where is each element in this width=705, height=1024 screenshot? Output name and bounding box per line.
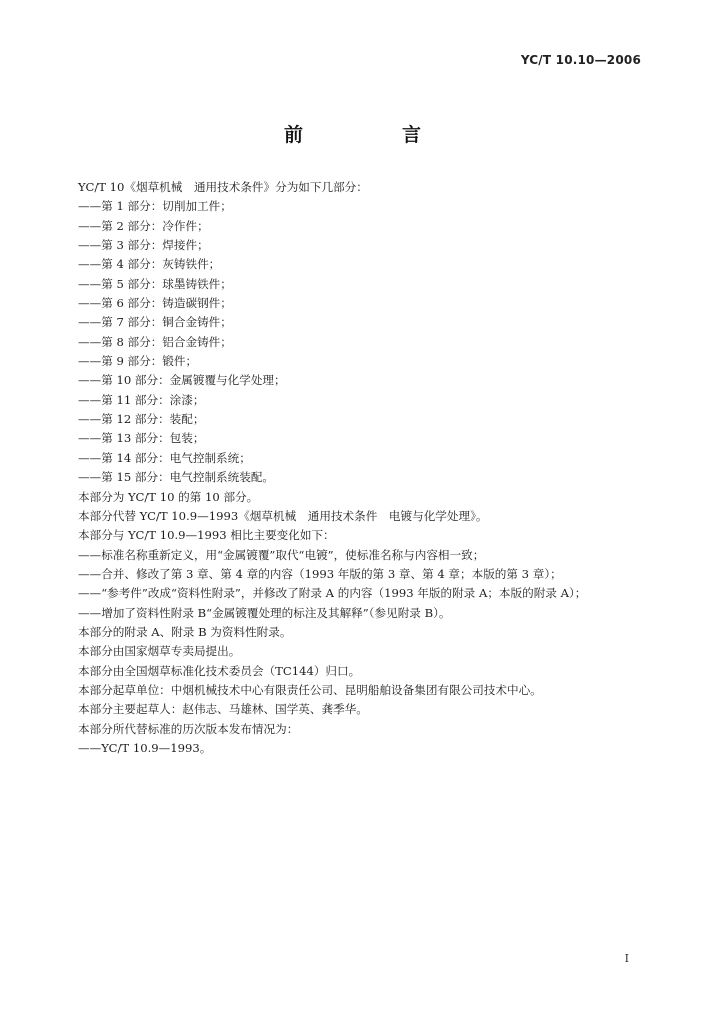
paragraph-line: 本部分由国家烟草专卖局提出。 bbox=[78, 644, 241, 659]
part-list-item: ——第 2 部分：冷作件； bbox=[78, 218, 209, 233]
change-list-item: ——增加了资料性附录 B“金属镀覆处理的标注及其解释”（参见附录 B）。 bbox=[78, 605, 451, 620]
intro-line: YC/T 10《烟草机械 通用技术条件》分为如下几部分： bbox=[78, 180, 368, 194]
history-list-item: ——YC/T 10.9—1993。 bbox=[78, 740, 212, 755]
part-list-item: ——第 7 部分：铜合金铸件； bbox=[78, 315, 232, 330]
foreword-body bbox=[78, 178, 658, 758]
change-list-item: ——“参考件”改成“资料性附录”，并修改了附录 A 的内容（1993 年版的附录 A；本版的附录 A）； bbox=[78, 586, 587, 601]
paragraph-line: 本部分与 YC/T 10.9—1993 相比主要变化如下： bbox=[78, 528, 335, 543]
part-list-item: ——第 11 部分：涂漆； bbox=[78, 392, 205, 407]
part-list-item: ——第 3 部分：焊接件； bbox=[78, 238, 209, 253]
paragraph-line: 本部分起草单位：中烟机械技术中心有限责任公司、昆明船舶设备集团有限公司技术中心。 bbox=[78, 682, 542, 697]
paragraph-line: 本部分由全国烟草标准化技术委员会（TC144）归口。 bbox=[78, 663, 361, 678]
part-list-item: ——第 6 部分：铸造碳钢件； bbox=[78, 296, 232, 311]
part-list-item: ——第 10 部分：金属镀覆与化学处理； bbox=[78, 373, 286, 388]
paragraph-line: 本部分为 YC/T 10 的第 10 部分。 bbox=[78, 489, 259, 504]
part-list-item: ——第 4 部分：灰铸铁件； bbox=[78, 257, 221, 272]
paragraph-line: 本部分主要起草人：赵伟志、马雄林、国学英、龚季华。 bbox=[78, 702, 368, 717]
part-list-item: ——第 8 部分：铝合金铸件； bbox=[78, 334, 232, 349]
part-list-item: ——第 14 部分：电气控制系统； bbox=[78, 450, 251, 465]
part-list-item: ——第 1 部分：切削加工件； bbox=[78, 199, 232, 214]
standard-code: YC/T 10.10—2006 bbox=[520, 53, 641, 67]
part-list-item: ——第 13 部分：包装； bbox=[78, 431, 205, 446]
page-number: I bbox=[624, 952, 629, 965]
part-list-item: ——第 15 部分：电气控制系统装配。 bbox=[78, 470, 275, 485]
paragraph-line: 本部分代替 YC/T 10.9—1993《烟草机械 通用技术条件 电镀与化学处理》。 bbox=[78, 508, 488, 523]
part-list-item: ——第 9 部分：锻件； bbox=[78, 354, 198, 369]
page-title: 前 言 bbox=[283, 124, 461, 146]
change-list-item: ——标准名称重新定义，用“金属镀覆”取代“电镀”，使标准名称与内容相一致； bbox=[78, 547, 485, 562]
change-list-item: ——合并、修改了第 3 章、第 4 章的内容（1993 年版的第 3 章、第 4 章；本版的第 3 章）； bbox=[78, 566, 562, 581]
part-list-item: ——第 12 部分：装配； bbox=[78, 412, 205, 427]
paragraph-line: 本部分所代替标准的历次版本发布情况为： bbox=[78, 721, 299, 736]
paragraph-line: 本部分的附录 A、附录 B 为资料性附录。 bbox=[78, 624, 292, 639]
part-list-item: ——第 5 部分：球墨铸铁件； bbox=[78, 276, 232, 291]
